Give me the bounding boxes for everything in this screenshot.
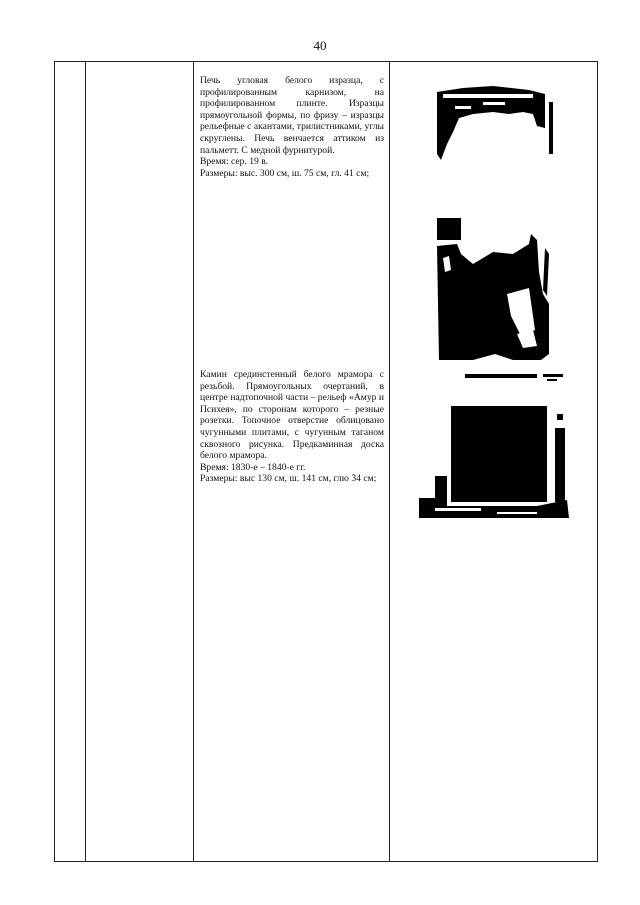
entry-stove-dimensions: Размеры: выс. 300 см, ш. 75 см, гл. 41 см;	[200, 167, 370, 179]
entry-stove-time: Время: сер. 19 в.	[200, 156, 269, 168]
entry-stove-text	[200, 75, 384, 179]
stove-photo	[433, 84, 557, 364]
column-divider-1	[85, 62, 86, 861]
entry-fireplace-text	[200, 369, 384, 485]
entry-fireplace-description: Камин срединстенный белого мрамора с резьбой. Прямоугольных очертаний, в центре надтопочной части – рельеф «Амур и Психея», по сторонам которого – резные розетки. Топочное отверстие облицовано чугунными плитами, с чугунным таганом сквозного рисунка. Предкаминная доска белого мрамора.	[200, 369, 384, 462]
entry-stove-description: Печь угловая белого изразца, с профилированным карнизом, на профилированном плинте. Изразцы прямоугольной формы, по фризу – изразцы рельефные с акантами, трилистниками, углы скруглены. Печь венчается аттиком из пальметт. С медной фурнитурой.	[200, 75, 384, 156]
entry-fireplace-time: Время: 1830-е – 1840-е гг.	[200, 461, 306, 473]
column-divider-2	[193, 62, 194, 861]
column-divider-3	[389, 62, 390, 861]
fireplace-photo	[417, 372, 573, 522]
page-number: 40	[313, 38, 327, 53]
entry-fireplace-dimensions: Размеры: выс 130 см, ш. 141 см, глю 34 см;	[200, 473, 377, 485]
inventory-table	[54, 61, 598, 862]
